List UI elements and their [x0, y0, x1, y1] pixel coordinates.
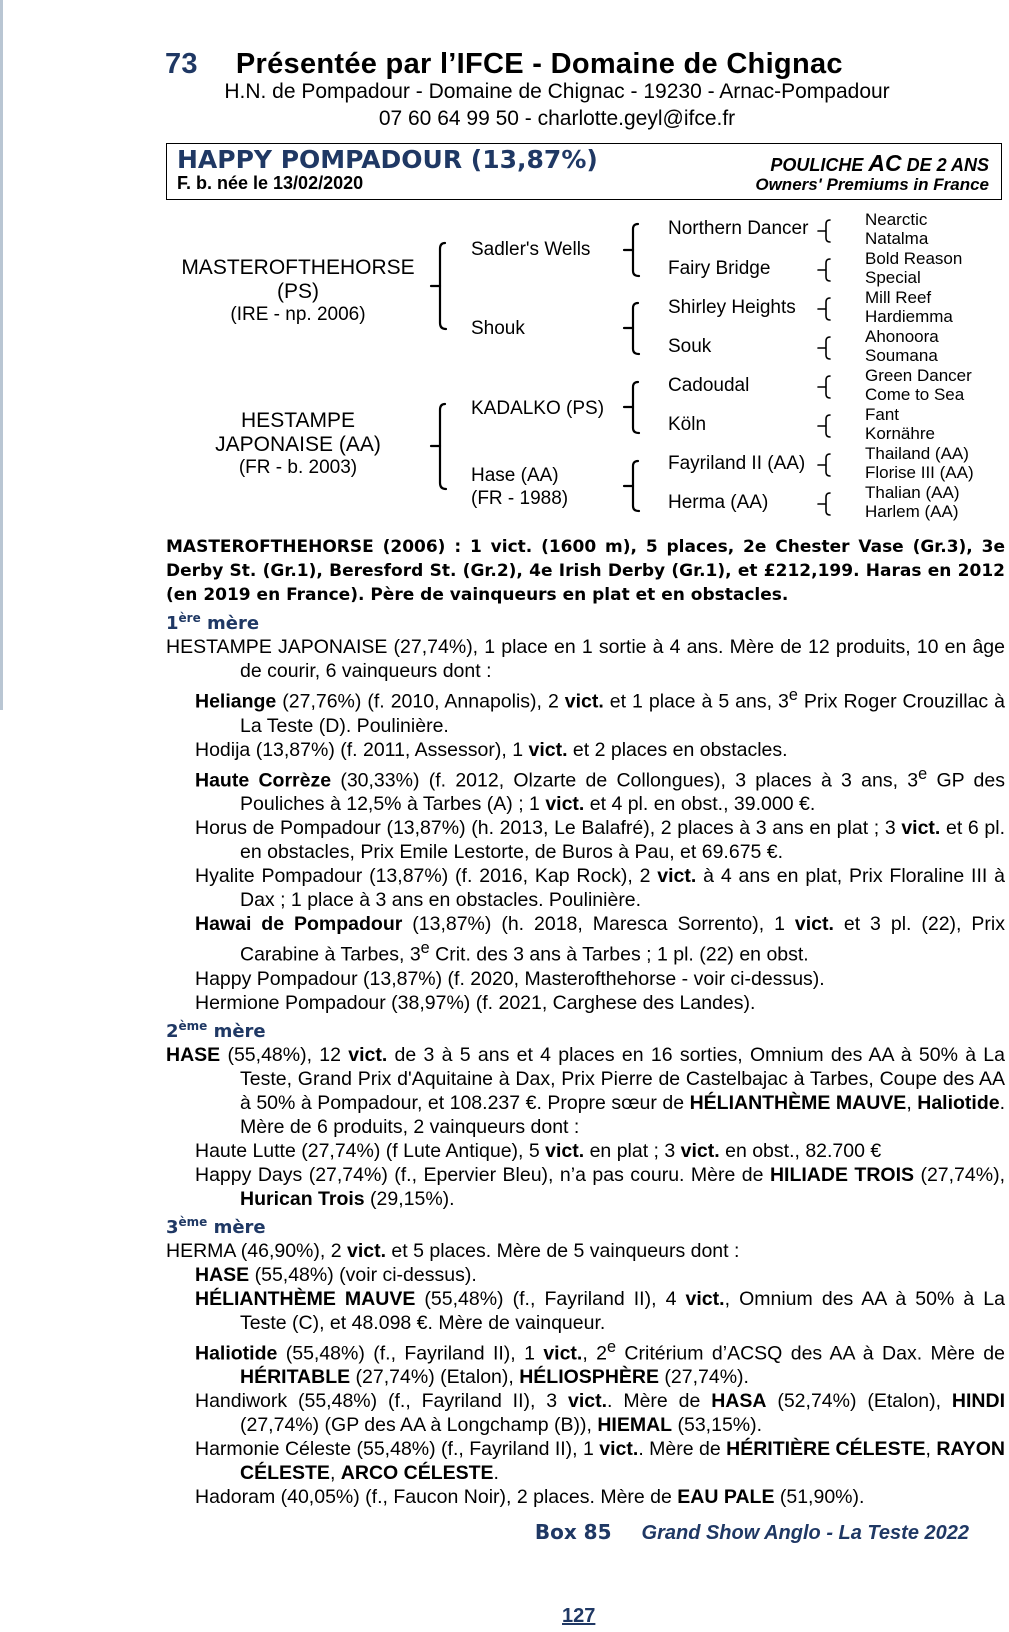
- produce-entry: Harmonie Céleste (55,48%) (f., Fayriland II), 1 vict.. Mère de HÉRITIÈRE CÉLESTE, RAYON CÉLESTE, ARCO CÉLESTE.: [195, 1438, 1005, 1484]
- produce-entry: Hyalite Pompadour (13,87%) (f. 2016, Kap Rock), 2 vict. à 4 ans en plat, Prix Floraline III à Dax ; 1 place à 3 ans en obstacles. Poulinière.: [195, 865, 1005, 911]
- gen4-item: Mill Reef: [865, 288, 932, 307]
- pedigree-brackets: [0, 0, 1009, 530]
- lot-footer: [535, 1520, 969, 1545]
- gen2-sire-dam: Shouk: [471, 318, 525, 339]
- gen4-item: Florise III (AA): [865, 463, 974, 482]
- box-number: Box 85: [534, 1520, 612, 1544]
- lot-number: 73: [165, 48, 198, 80]
- gen4-item: Special: [865, 268, 921, 287]
- second-dam-heading: 2ème mère: [166, 1018, 266, 1042]
- dam-entry: HASE (55,48%), 12 vict. de 3 à 5 ans et 4 places en 16 sorties, Omnium des AA à 50% à La Teste, Grand Prix d'Aquitaine à Dax, Prix Pierre de Castelbajac à Tarbes, Coupe des AA à 50% à Pompadour, et 108.237 €. Propre sœur de HÉLIANTHÈME MAUVE, Haliotide. Mère de 6 produits, 2 vainqueurs dont :: [166, 1043, 1005, 1138]
- gen4-item: Ahonoora: [865, 327, 939, 346]
- consignor-contact: 07 60 64 99 50 - charlotte.geyl@ifce.fr: [378, 107, 736, 130]
- gen3-item: Souk: [668, 336, 712, 357]
- produce-entry: Haute Corrèze (30,33%) (f. 2012, Olzarte de Collongues), 3 places à 3 ans, 3e GP des Pouliches à 12,5% à Tarbes (A) ; 1 vict. et 4 pl. en obst., 39.000 €.: [195, 764, 1005, 815]
- produce-entry: Hadoram (40,05%) (f., Faucon Noir), 2 places. Mère de EAU PALE (51,90%).: [195, 1486, 865, 1508]
- horse-description: F. b. née le 13/02/2020: [177, 173, 364, 193]
- horse-category: POULICHE AC DE 2 ANS: [770, 150, 989, 176]
- gen4-item: Come to Sea: [865, 385, 965, 404]
- horse-name: HAPPY POMPADOUR (13,87%): [177, 145, 598, 174]
- produce-entry: Happy Pompadour (13,87%) (f. 2020, Masterofthehorse - voir ci-dessus).: [195, 967, 825, 990]
- produce-entry: Horus de Pompadour (13,87%) (h. 2013, Le Balafré), 2 places à 3 ans en plat ; 3 vict. et 6 pl. en obstacles, Prix Emile Lestorte, de Buros à Pau, et 69.675 €.: [195, 817, 1005, 863]
- gen2-sire-sire: Sadler's Wells: [471, 239, 591, 260]
- gen4-item: Natalma: [865, 229, 929, 248]
- owners-premiums: Owners' Premiums in France: [755, 175, 989, 194]
- catalogue-body: [166, 535, 1005, 1509]
- gen3-item: Cadoudal: [668, 375, 750, 396]
- produce-entry: Handiwork (55,48%) (f., Fayriland II), 3 vict.. Mère de HASA (52,74%) (Etalon), HINDI (27,74%) (GP des AA à Longchamp (B)), HIEMAL (53,15%).: [195, 1390, 1005, 1436]
- produce-entry: HASE (55,48%) (voir ci-dessus).: [195, 1263, 477, 1286]
- first-dam-heading: 1ère mère: [166, 611, 260, 634]
- gen4-item: Hardiemma: [865, 307, 953, 326]
- page-number: 127: [562, 1605, 596, 1627]
- gen3-item: Köln: [668, 414, 707, 435]
- consignor-title: Présentée par l’IFCE - Domaine de Chignac: [235, 48, 843, 80]
- dam-name: HESTAMPE JAPONAISE (AA) (FR - b. 2003): [215, 409, 381, 478]
- third-dam-heading: 3ème mère: [166, 1214, 266, 1238]
- gen3-item: Fairy Bridge: [668, 258, 771, 279]
- gen4-item: Soumana: [865, 346, 938, 365]
- gen4-item: Bold Reason: [865, 249, 963, 268]
- dam-entry: HERMA (46,90%), 2 vict. et 5 places. Mère de 5 vainqueurs dont :: [166, 1239, 740, 1262]
- produce-entry: Haliotide (55,48%) (f., Fayriland II), 1 vict., 2e Critérium d’ACSQ des AA à Dax. Mère de HÉRITABLE (27,74%) (Etalon), HÉLIOSPHÈRE (27,74%).: [195, 1337, 1005, 1388]
- stallion-note: MASTEROFTHEHORSE (2006) : 1 vict. (1600 m), 5 places, 2e Chester Vase (Gr.3), 3e Derby St. (Gr.1), Beresford St. (Gr.2), 4e Irish Derby (Gr.1), et £212,199. Haras en 2012 (en 2019 en France). Père de vainqueurs en plat et en obstacles.: [166, 537, 1005, 605]
- gen4-item: Green Dancer: [865, 366, 972, 385]
- produce-entry: Heliange (27,76%) (f. 2010, Annapolis), 2 vict. et 1 place à 5 ans, 3e Prix Roger Crouzillac à La Teste (D). Poulinière.: [195, 686, 1005, 737]
- gen3-item: Herma (AA): [668, 492, 769, 513]
- gen4-item: Thalian (AA): [865, 483, 960, 502]
- gen3-item: Shirley Heights: [668, 297, 796, 318]
- gen3-item: Northern Dancer: [668, 218, 809, 239]
- gen4-item: Thailand (AA): [865, 444, 969, 463]
- gen4-item: Fant: [865, 405, 900, 424]
- produce-entry: Hawai de Pompadour (13,87%) (h. 2018, Maresca Sorrento), 1 vict. et 3 pl. (22), Prix Carabine à Tarbes, 3e Crit. des 3 ans à Tarbes ; 1 pl. (22) en obst.: [195, 913, 1005, 966]
- gen2-dam-sire: KADALKO (PS): [471, 398, 605, 419]
- consignor-address: H.N. de Pompadour - Domaine de Chignac - 19230 - Arnac-Pompadour: [224, 80, 890, 103]
- gen3-item: Fayriland II (AA): [668, 453, 806, 474]
- produce-entry: Haute Lutte (27,74%) (f Lute Antique), 5 vict. en plat ; 3 vict. en obst., 82.700 €: [195, 1139, 882, 1162]
- gen4-item: Nearctic: [865, 210, 928, 229]
- gen4-item: Kornähre: [865, 424, 935, 443]
- sire-name: MASTEROFTHEHORSE (PS) (IRE - np. 2006): [181, 256, 415, 325]
- sale-name: Grand Show Anglo - La Teste 2022: [641, 1522, 969, 1544]
- produce-entry: HÉLIANTHÈME MAUVE (55,48%) (f., Fayriland II), 4 vict., Omnium des AA à 50% à La Teste (C), et 48.098 €. Mère de vainqueur.: [195, 1287, 1006, 1334]
- produce-entry: Hodija (13,87%) (f. 2011, Assessor), 1 vict. et 2 places en obstacles.: [195, 738, 788, 761]
- produce-entry: Hermione Pompadour (38,97%) (f. 2021, Carghese des Landes).: [195, 991, 756, 1014]
- gen4-item: Harlem (AA): [865, 502, 959, 521]
- produce-entry: Happy Days (27,74%) (f., Epervier Bleu), n’a pas couru. Mère de HILIADE TROIS (27,74%), Hurican Trois (29,15%).: [195, 1163, 1005, 1210]
- gen2-dam-dam: Hase (AA): [471, 465, 559, 486]
- gen2-dam-dam-info: (FR - 1988): [471, 488, 569, 509]
- dam-entry: HESTAMPE JAPONAISE (27,74%), 1 place en 1 sortie à 4 ans. Mère de 12 produits, 10 en âge de courir, 6 vainqueurs dont :: [166, 636, 1005, 682]
